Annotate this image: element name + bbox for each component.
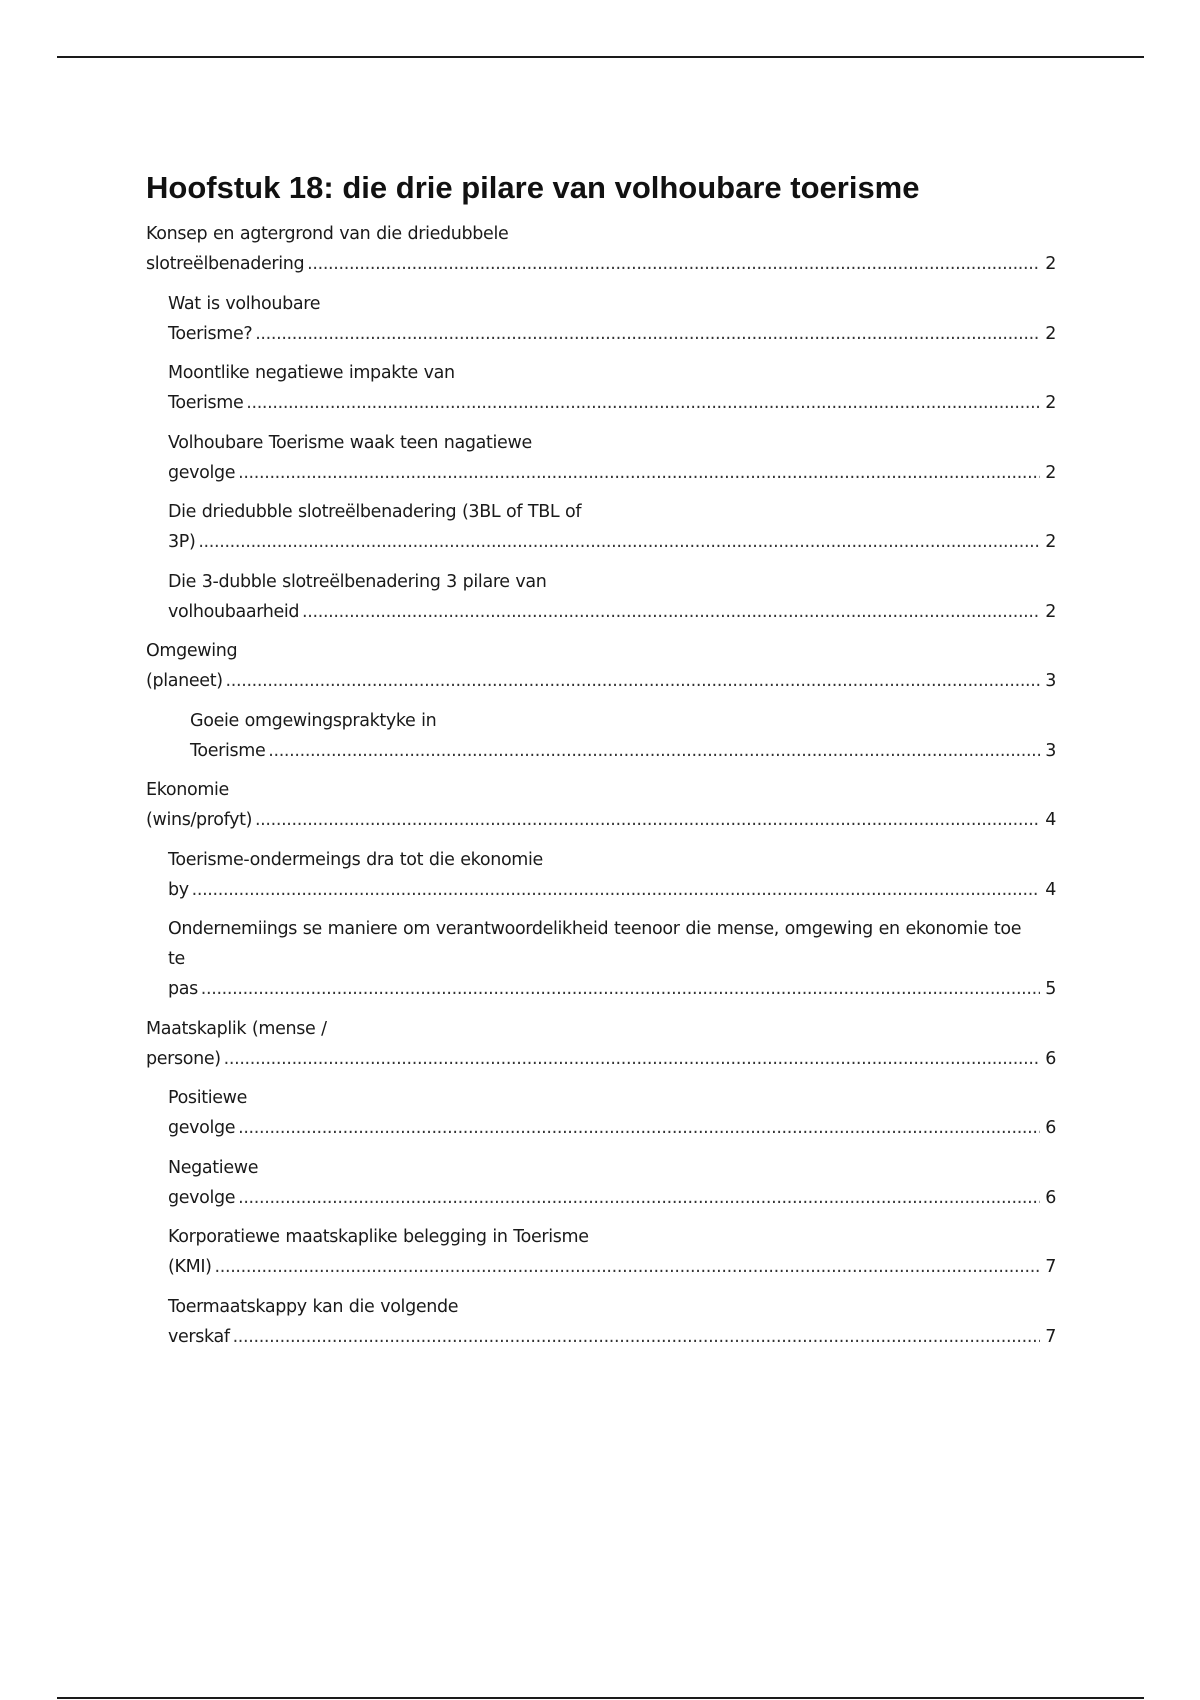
toc-entry-label: Toermaatskappy kan die volgende verskaf . . .: [168, 1297, 1056, 1347]
footer-rule: [57, 1697, 1144, 1699]
toc-entry-label: Maatskaplik (mense / persone) . . .: [146, 1019, 1056, 1069]
toc-entry[interactable]: [146, 636, 1056, 696]
toc-entry-label: Wat is volhoubare Toerisme? . . .: [168, 294, 1056, 344]
toc-entry-label: Toerisme-ondermeings dra tot die ekonomie by . . .: [168, 850, 1056, 900]
toc-entry[interactable]: [146, 428, 1056, 488]
toc-page-number: 2: [1040, 458, 1056, 488]
table-of-contents: [146, 219, 1056, 1352]
toc-page-number: 3: [1040, 736, 1056, 766]
toc-entry[interactable]: [146, 497, 1056, 557]
toc-page-number: 7: [1040, 1252, 1056, 1282]
chapter-title: Hoofstuk 18: die drie pilare van volhoubare toerisme: [146, 170, 920, 205]
toc-page-number: 4: [1040, 875, 1056, 905]
document-body: [146, 168, 1056, 1361]
toc-entry-label: Ondernemiings se maniere om verantwoordelikheid teenoor die mense, omgewing en ekonomie toe te pas . . .: [168, 919, 1056, 999]
toc-page-number: 6: [1040, 1183, 1056, 1213]
toc-page-number: 2: [1040, 249, 1056, 279]
toc-entry[interactable]: [146, 914, 1056, 1004]
toc-page-number: 4: [1040, 805, 1056, 835]
toc-entry-label: Moontlike negatiewe impakte van Toerisme . . .: [168, 363, 1056, 413]
toc-entry[interactable]: [146, 1083, 1056, 1143]
toc-entry-label: Negatiewe gevolge . . .: [168, 1158, 1056, 1208]
toc-page-number: 7: [1040, 1322, 1056, 1352]
toc-page-number: 6: [1040, 1113, 1056, 1143]
toc-page-number: 2: [1040, 388, 1056, 418]
header-rule: [57, 56, 1144, 58]
toc-entry[interactable]: [146, 567, 1056, 627]
toc-entry[interactable]: [146, 219, 1056, 279]
toc-entry[interactable]: [146, 1153, 1056, 1213]
toc-entry[interactable]: [146, 845, 1056, 905]
toc-entry-label: Korporatiewe maatskaplike belegging in Toerisme (KMI) . . .: [168, 1227, 1056, 1277]
toc-entry-label: Goeie omgewingspraktyke in Toerisme . . .: [190, 711, 1056, 761]
toc-entry[interactable]: [146, 775, 1056, 835]
toc-entry[interactable]: [146, 706, 1056, 766]
toc-entry[interactable]: [146, 1222, 1056, 1282]
toc-page-number: 2: [1040, 319, 1056, 349]
toc-entry-label: Volhoubare Toerisme waak teen nagatiewe gevolge . . .: [168, 433, 1056, 483]
toc-entry[interactable]: [146, 1292, 1056, 1352]
toc-entry-label: Die 3-dubble slotreëlbenadering 3 pilare van volhoubaarheid . . .: [168, 572, 1056, 622]
toc-page-number: 2: [1040, 597, 1056, 627]
toc-entry-label: Ekonomie (wins/profyt) . . .: [146, 780, 1056, 830]
toc-page-number: 6: [1040, 1044, 1056, 1074]
toc-entry-label: Die driedubble slotreëlbenadering (3BL of TBL of 3P) . . .: [168, 502, 1056, 552]
toc-entry[interactable]: [146, 1014, 1056, 1074]
toc-page-number: 2: [1040, 527, 1056, 557]
toc-entry[interactable]: [146, 289, 1056, 349]
toc-entry-label: Positiewe gevolge . . .: [168, 1088, 1056, 1138]
toc-page-number: 3: [1040, 666, 1056, 696]
toc-entry[interactable]: [146, 358, 1056, 418]
toc-entry-label: Konsep en agtergrond van die driedubbele slotreëlbenadering . . .: [146, 224, 1056, 274]
toc-entry-label: Omgewing (planeet) . . .: [146, 641, 1056, 691]
toc-page-number: 5: [1040, 974, 1056, 1004]
